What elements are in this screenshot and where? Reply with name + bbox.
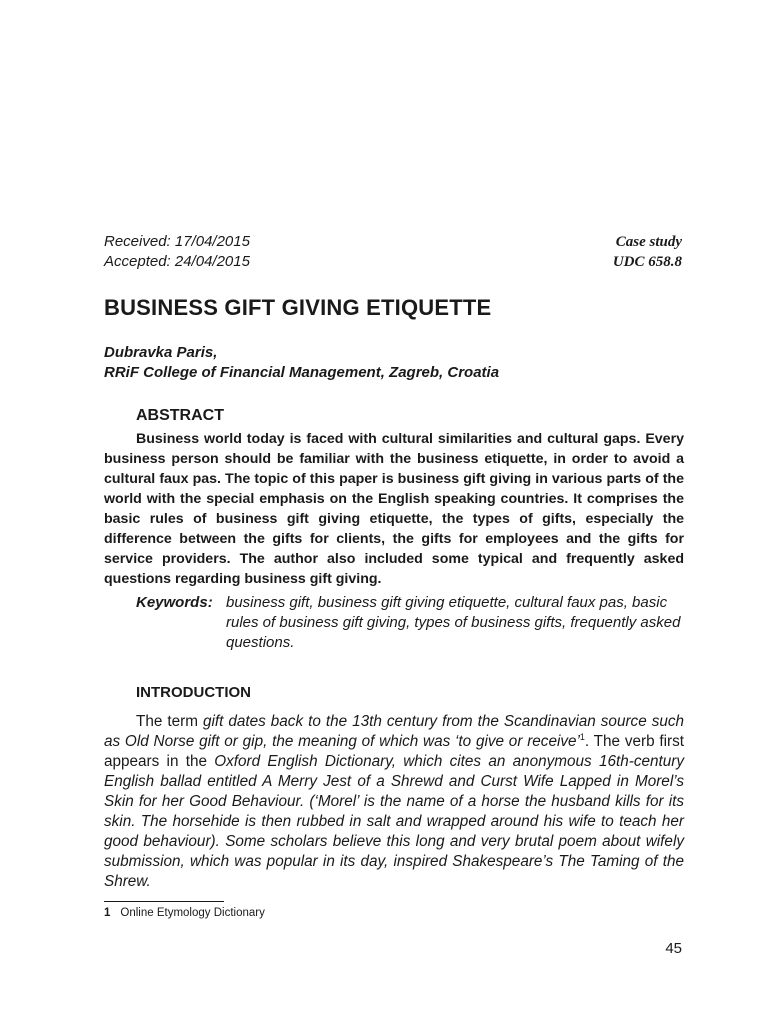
author-block <box>104 343 499 383</box>
article-classification <box>613 232 682 272</box>
submission-dates <box>104 232 250 272</box>
keywords-text: business gift, business gift giving etiquette, cultural faux pas, basic rules of business gift giving, types of business gifts, frequently asked questions. <box>226 594 681 651</box>
footnote <box>104 905 265 921</box>
keywords-block <box>136 593 686 653</box>
received-date: Received: 17/04/2015 <box>104 233 250 250</box>
introduction-heading: INTRODUCTION <box>136 684 251 701</box>
author-name: Dubravka Paris, <box>104 344 218 361</box>
intro-text-2: gift dates back to the 13th century from the Scandinavian source such as Old Norse gift or gip, the meaning of which was ‘to give or receive’ <box>104 713 685 750</box>
introduction-paragraph <box>104 712 684 892</box>
intro-text-1: The term <box>136 713 203 730</box>
paper-title: BUSINESS GIFT GIVING ETIQUETTE <box>104 295 492 320</box>
article-type: Case study <box>615 234 682 250</box>
keywords-label: Keywords: <box>136 594 213 611</box>
footnote-text: Online Etymology Dictionary <box>120 907 265 919</box>
author-affiliation: RRiF College of Financial Management, Zagreb, Croatia <box>104 364 500 381</box>
footnote-reference[interactable]: 1 <box>579 731 585 742</box>
page-number: 45 <box>665 940 682 957</box>
abstract-text: Business world today is faced with cultural similarities and cultural gaps. Every business person should be familiar with the business etiquette, in order to avoid a cultural faux pas. The topic of this paper is business gift giving in various parts of the world with the special emphasis on the English speaking countries. It comprises the basic rules of business gift giving etiquette, the types of gifts, especially the difference between the gifts for clients, the gifts for employees and the gifts for service providers. The author also included some typical and frequently asked questions regarding business gift giving. <box>104 431 684 587</box>
intro-text-4: Oxford English Dictionary, which cites an anonymous 16th-century English ballad entitled A Merry Jest of a Shrewd and Curst Wife Lapped in Morel’s Skin for her Good Behaviour. (‘Morel’ is the name of a horse the husband kills for its skin. The horsehide is then rubbed in salt and wrapped around his wife to teach her good behaviour). Some scholars believe this long and very brutal poem about wifely submission, which was popular in its day, inspired Shakespeare’s The Taming of the Shrew. <box>104 753 684 890</box>
intro-text-3: . The verb first appears in the <box>104 733 684 770</box>
footnote-number: 1 <box>104 907 111 919</box>
footnote-divider <box>104 901 224 902</box>
accepted-date: Accepted: 24/04/2015 <box>104 253 250 270</box>
abstract-heading: ABSTRACT <box>136 407 224 424</box>
udc-code: UDC 658.8 <box>612 254 682 270</box>
